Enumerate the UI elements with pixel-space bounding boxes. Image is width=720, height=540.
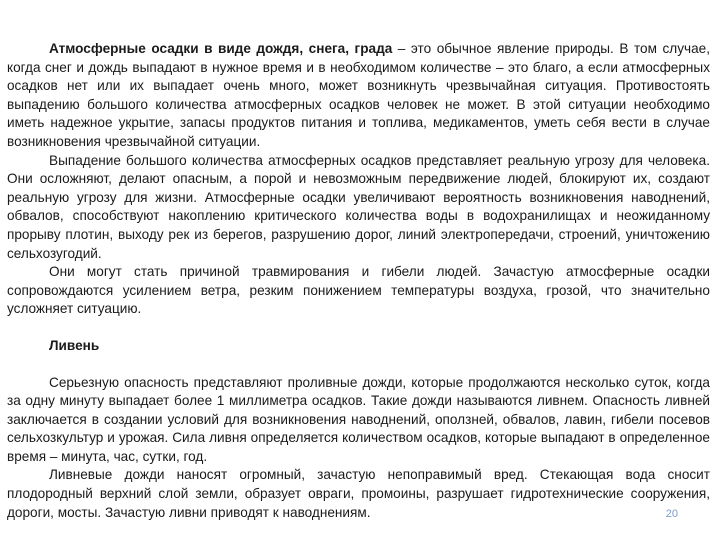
paragraph-intro bbox=[7, 40, 710, 152]
paragraph-damage: Ливневые дожди наносят огромный, зачастую непоправимый вред. Стекающая вода сносит плодородный верхний слой земли, образует овраги, промоины, разрушает гидротехнические сооружения, дороги, мосты. Зачастую ливни приводят к наводнениям. bbox=[7, 467, 710, 520]
paragraph-injury: Они могут стать причиной травмирования и гибели людей. Зачастую атмосферные осадки сопровождаются усилением ветра, резким понижением температуры воздуха, грозой, что значительно усложняет ситуацию. bbox=[7, 264, 710, 317]
document-body bbox=[7, 40, 710, 522]
intro-text: – это обычное явление природы. В том случае, когда снег и дождь выпадают в нужное время и в необходимом количестве – это благо, а если атмосферных осадков нет или их выпадает очень много, может возникнуть чрезвычайная ситуация. Противостоять выпадению большого количества атмосферных осадков человек не может. В этой ситуации необходимо иметь надежное укрытие, запасы продуктов питания и топлива, медикаментов, уметь себя вести в случае возникновения чрезвычайной ситуации. bbox=[7, 41, 710, 149]
intro-bold-lead: Атмосферные осадки в виде дождя, снега, града bbox=[49, 41, 393, 56]
paragraph-downpour: Серьезную опасность представляют проливные дожди, которые продолжаются несколько суток, когда за одну минуту выпадает более 1 миллиметра осадков. Такие дожди называются ливнем. Опасность ливней заключается в создании условий для возникновения наводнений, оползней, обвалов, лавин, гибели посевов сельхозкультур и урожая. Сила ливня определяется количеством осадков, которые выпадают в определенное время – минута, час, сутки, год. bbox=[7, 374, 710, 464]
paragraph-threat: Выпадение большого количества атмосферных осадков представляет реальную угрозу для человека. Они осложняют, делают опасным, а порой и невозможным передвижение людей, блокируют их, создают реальную угрозу для жизни. Атмосферные осадки увеличивают вероятность возникновения наводнений, обвалов, способствуют накоплению критического количества воды в водохранилищах и неожиданному прорыву плотин, выходу рек из берегов, разрушению дорог, линий электропередачи, строений, уничтожению сельхозугодий. bbox=[7, 152, 710, 261]
section-heading: Ливень bbox=[49, 337, 100, 353]
page-number: 20 bbox=[665, 508, 678, 520]
